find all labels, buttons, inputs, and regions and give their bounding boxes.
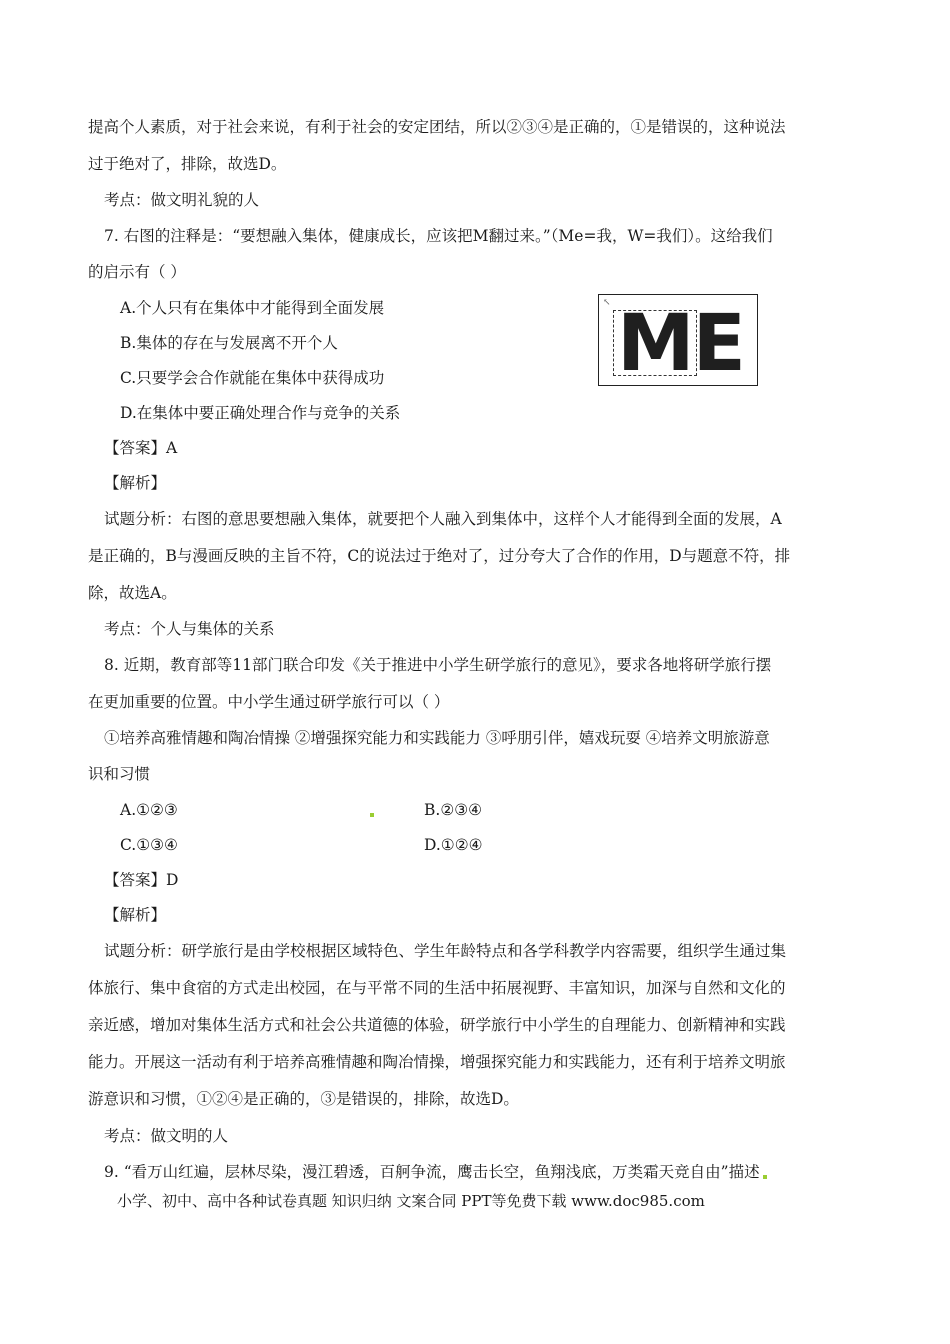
question-7-option-a: A.个人只有在集体中才能得到全面发展 [120,299,385,317]
stray-dot [763,1175,767,1179]
analysis-label: 【解析】 [104,474,167,492]
page-footer: 小学、初中、高中各种试卷真题 知识归纳 文案合同 PPT等免费下载 www.doc985.com [117,1192,705,1210]
question-8-option-d: D.①②④ [424,836,483,854]
answer-label: 【答案】D [104,871,179,889]
question-8-items: ①培养高雅情趣和陶冶情操 ②增强探究能力和实践能力 ③呼朋引伴，嬉戏玩耍 ④培养文明旅游意 [104,729,770,747]
question-8-stem-cont: 在更加重要的位置。中小学生通过研学旅行可以（ ） [88,693,450,711]
corner-arrow-icon: ↖ [603,298,611,308]
answer-label: 【答案】A [104,439,178,457]
analysis-text: 游意识和习惯，①②④是正确的，③是错误的，排除，故选D。 [88,1090,519,1108]
question-7-stem: 7. 右图的注释是：“要想融入集体，健康成长，应该把M翻过来。”（Me=我，W=我们）。这给我们 [104,227,773,245]
exam-point: 考点：做文明礼貌的人 [104,191,260,209]
question-8-option-c: C.①③④ [120,836,178,854]
analysis-text: 是正确的，B与漫画反映的主旨不符，C的说法过于绝对了，过分夸大了合作的作用，D与题意不符，排 [88,547,791,565]
question-7-option-c: C.只要学会合作就能在集体中获得成功 [120,369,385,387]
exam-point: 考点：个人与集体的关系 [104,620,275,638]
question-8-option-a: A.①②③ [120,801,178,819]
analysis-label: 【解析】 [104,906,167,924]
me-figure-text: ME [617,299,744,389]
text-line: 过于绝对了，排除，故选D。 [88,155,287,173]
question-9-stem: 9. “看万山红遍，层林尽染，漫江碧透，百舸争流，鹰击长空，鱼翔浅底，万类霜天竞自由”描述 [104,1163,760,1181]
question-8-stem: 8. 近期，教育部等11部门联合印发《关于推进中小学生研学旅行的意见》，要求各地将研学旅行摆 [104,656,772,674]
question-7-option-b: B.集体的存在与发展离不开个人 [120,334,338,352]
question-7-option-d: D.在集体中要正确处理合作与竞争的关系 [120,404,401,422]
analysis-text: 亲近感，增加对集体生活方式和社会公共道德的体验，研学旅行中小学生的自理能力、创新精神和实践 [88,1016,786,1034]
analysis-text: 体旅行、集中食宿的方式走出校园，在与平常不同的生活中拓展视野、丰富知识，加深与自然和文化的 [88,979,786,997]
question-8-option-b: B.②③④ [424,801,483,819]
stray-dot [370,813,374,817]
exam-point: 考点：做文明的人 [104,1127,229,1145]
me-figure [598,294,758,389]
analysis-text: 试题分析：研学旅行是由学校根据区域特色、学生年龄特点和各学科教学内容需要，组织学生通过集 [104,942,787,960]
question-8-items-cont: 识和习惯 [88,765,151,783]
analysis-text: 除，故选A。 [88,584,177,602]
text-line: 提高个人素质，对于社会来说，有利于社会的安定团结，所以②③④是正确的，①是错误的，这种说法 [88,118,786,136]
analysis-text: 能力。开展这一活动有利于培养高雅情趣和陶冶情操，增强探究能力和实践能力，还有利于培养文明旅 [88,1053,786,1071]
question-7-stem-cont: 的启示有（ ） [88,263,186,281]
analysis-text: 试题分析：右图的意思要想融入集体，就要把个人融入到集体中，这样个人才能得到全面的发展，A [104,510,782,528]
